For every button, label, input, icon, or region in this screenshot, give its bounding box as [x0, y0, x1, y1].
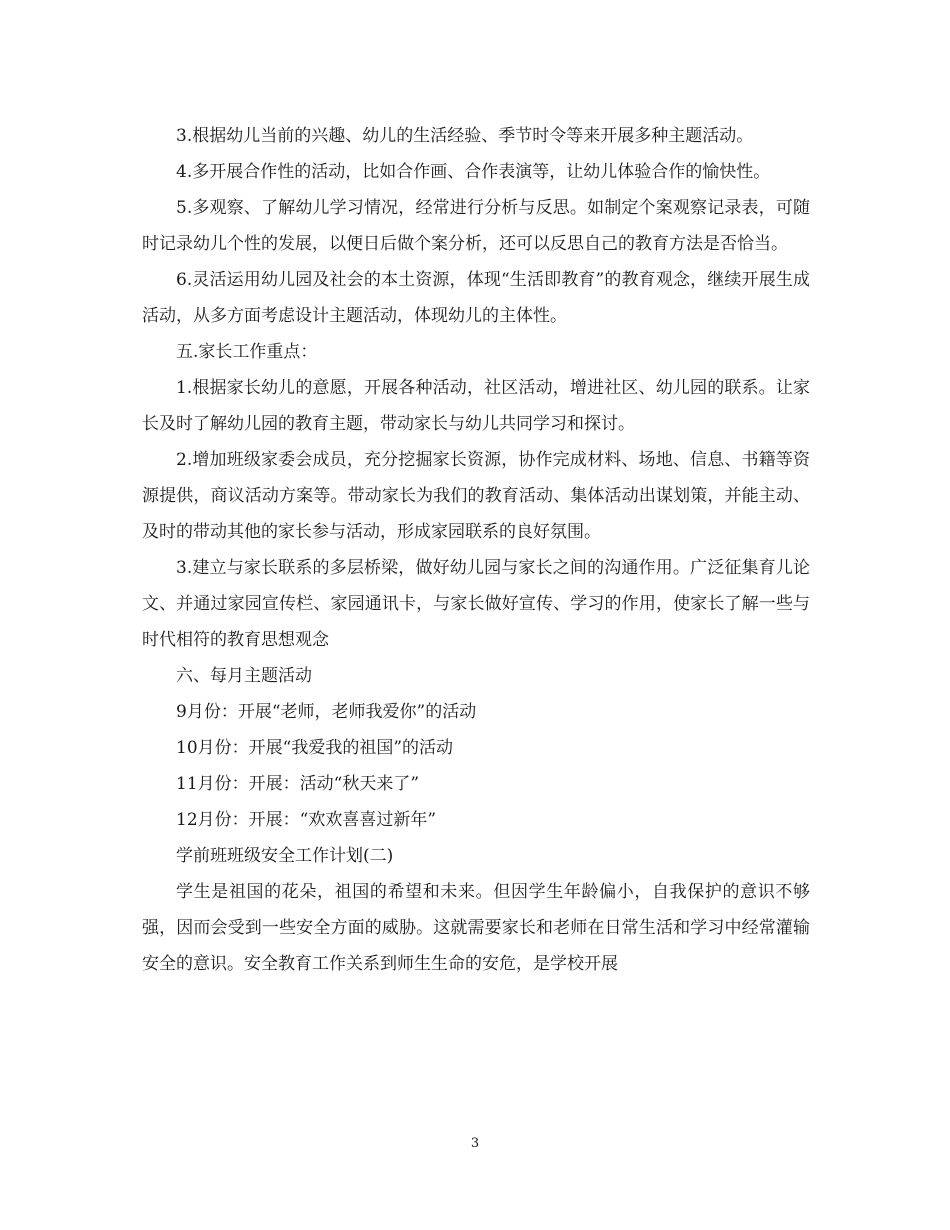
monthly-theme-december: 12月份：开展：“欢欢喜喜过新年”	[176, 810, 437, 830]
paragraph-parent-item-3: 3.建立与家长联系的多层桥梁，做好幼儿园与家长之间的沟通作用。广泛征集育儿论文、并通过家园宣传栏、家园通讯卡，与家长做好宣传、学习的作用，使家长了解一些与时代相符的教育思想观念	[142, 558, 810, 650]
section-heading-parent-work: 五.家长工作重点：	[176, 342, 318, 362]
section-title-safety-plan-2: 学前班班级安全工作计划(二)	[176, 846, 394, 866]
paragraph-parent-item-2: 2.增加班级家委会成员，充分挖掘家长资源，协作完成材料、场地、信息、书籍等资源提供，商议活动方案等。带动家长为我们的教育活动、集体活动出谋划策，并能主动、及时的带动其他的家长参与活动，形成家园联系的良好氛围。	[142, 450, 810, 542]
paragraph-item-4-cooperative-activities: 4.多开展合作性的活动，比如合作画、合作表演等，让幼儿体验合作的愉快性。	[176, 162, 771, 182]
monthly-theme-november: 11月份：开展：活动“秋天来了”	[176, 774, 420, 794]
paragraph-item-6-local-resources: 6.灵活运用幼儿园及社会的本土资源，体现“生活即教育”的教育观念，继续开展生成活动，从多方面考虑设计主题活动，体现幼儿的主体性。	[142, 270, 810, 326]
page-number: 3	[470, 1136, 480, 1151]
monthly-theme-september: 9月份：开展“老师，老师我爱你”的活动	[176, 702, 477, 722]
paragraph-item-5-observation: 5.多观察、了解幼儿学习情况，经常进行分析与反思。如制定个案观察记录表，可随时记录幼儿个性的发展，以便日后做个案分析，还可以反思自己的教育方法是否恰当。	[142, 198, 810, 254]
document-body	[142, 118, 810, 982]
paragraph-item-3-interest-themes: 3.根据幼儿当前的兴趣、幼儿的生活经验、季节时令等来开展多种主题活动。	[176, 126, 754, 146]
section-heading-monthly-themes: 六、每月主题活动	[176, 666, 312, 686]
paragraph-parent-item-1: 1.根据家长幼儿的意愿，开展各种活动，社区活动，增进社区、幼儿园的联系。让家长及时了解幼儿园的教育主题，带动家长与幼儿共同学习和探讨。	[142, 378, 810, 434]
paragraph-safety-intro: 学生是祖国的花朵，祖国的希望和未来。但因学生年龄偏小，自我保护的意识不够强，因而会受到一些安全方面的威胁。这就需要家长和老师在日常生活和学习中经常灌输安全的意识。安全教育工作关系到师生生命的安危，是学校开展	[142, 882, 810, 974]
monthly-theme-october: 10月份：开展“我爱我的祖国”的活动	[176, 738, 454, 758]
